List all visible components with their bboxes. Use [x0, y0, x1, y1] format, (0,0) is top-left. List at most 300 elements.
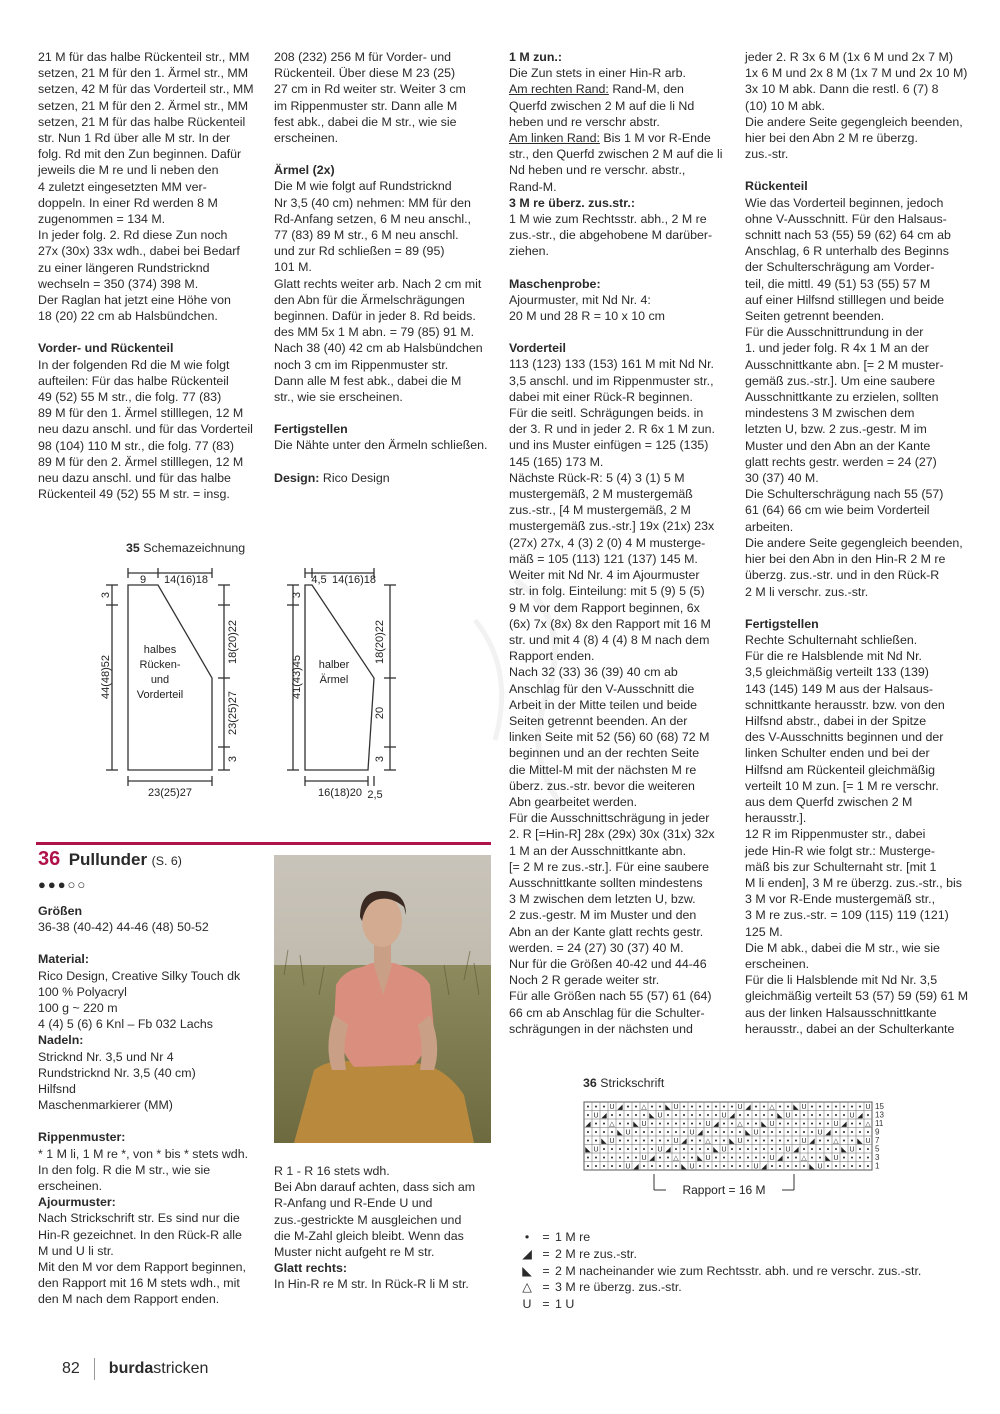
chart-symbol: • [778, 1129, 782, 1137]
chart-symbol: • [666, 1155, 670, 1162]
chart-symbol: • [834, 1163, 838, 1171]
legend-text: 1 U [555, 1297, 575, 1312]
chart-symbol: U [625, 1163, 631, 1171]
sleeve-right-b: 20 [374, 706, 386, 720]
chart-symbol: U [817, 1129, 823, 1137]
chart-symbol: • [658, 1163, 662, 1171]
page-number: 82 [62, 1360, 80, 1378]
sleeve-bottom-b: 2,5 [367, 789, 383, 800]
sleeve-top-b: 14(16)18 [331, 574, 377, 586]
chart-symbol: • [618, 1155, 622, 1162]
zunahme-linker-rand [509, 130, 734, 195]
strickschrift-chart [582, 1098, 902, 1208]
chart-symbol: • [746, 1112, 750, 1120]
legend-equals: = [542, 1280, 550, 1295]
row-labels [875, 1102, 884, 1171]
pattern-36-details [38, 903, 263, 1308]
chart-symbol: • [650, 1121, 654, 1128]
chart-symbol: U [689, 1163, 695, 1171]
chart-symbol: • [858, 1163, 862, 1171]
chart-symbol: • [666, 1112, 670, 1120]
body-label-line-4: Vorderteil [136, 689, 184, 701]
chart-symbol: • [746, 1155, 750, 1162]
chart-symbol: • [842, 1112, 846, 1120]
chart-symbol: • [802, 1163, 806, 1171]
chart-symbol: • [722, 1138, 726, 1145]
body-left-3: 3 [100, 591, 112, 599]
chart-symbol: ◢ [697, 1129, 703, 1137]
chart-symbol: U [721, 1112, 727, 1120]
chart-symbol: • [850, 1121, 854, 1128]
legend-text: 2 M nacheinander wie zum Rechtsstr. abh. und re verschr. zus.-str. [555, 1263, 922, 1278]
schema-caption [126, 541, 245, 555]
chart-symbol: • [826, 1104, 830, 1111]
zunahme-rechter-rand [509, 81, 734, 130]
chart-symbol: ◢ [713, 1121, 719, 1128]
legend-row [517, 1279, 921, 1296]
body-continuation-text: 208 (232) 256 M für Vorder- und Rückenteil. Über diese M 23 (25) 27 cm in Rd weiter str. Weiter 3 cm im Rippenmuster str. Dann alle M fest abk., dabei die M str., wie sie erscheinen. [274, 50, 466, 146]
chart-symbol: • [810, 1112, 814, 1120]
chart-symbol: ◢ [665, 1146, 671, 1154]
chart-symbol: U [753, 1129, 759, 1137]
chart-symbol: ◣ [761, 1121, 767, 1128]
row-number: 3 [875, 1153, 880, 1162]
chart-symbol: • [794, 1163, 798, 1171]
chart-symbol: • [698, 1121, 702, 1128]
chart-symbol: • [850, 1163, 854, 1171]
chart-symbol: • [858, 1121, 862, 1128]
rapport-label: Rapport = 16 M [682, 1183, 766, 1197]
chart-symbol: • [826, 1112, 830, 1120]
chart-symbol: U [689, 1129, 695, 1137]
chart-symbol: • [738, 1146, 742, 1154]
section-divider [36, 842, 491, 845]
chart-symbol: • [730, 1146, 734, 1154]
chart-symbol: U [785, 1112, 791, 1120]
chart-symbol: • [866, 1112, 870, 1120]
sleeve-bottom: 16(18)20 [317, 787, 363, 799]
legend-text: 1 M re [555, 1230, 591, 1244]
chart-symbol: • [866, 1163, 870, 1171]
chart-symbol: • [834, 1129, 838, 1137]
row-number: 1 [875, 1161, 880, 1171]
chart-symbol: • [634, 1104, 638, 1111]
chart-symbol: • [786, 1104, 790, 1111]
legend-symbol: U [522, 1297, 532, 1312]
chart-symbol: • [746, 1146, 750, 1154]
chart-symbol: ◣ [713, 1146, 719, 1154]
chart-symbol: • [698, 1146, 702, 1154]
chart-symbol: • [794, 1121, 798, 1128]
chart-symbol: • [738, 1129, 742, 1137]
chart-symbol: • [810, 1155, 814, 1162]
chart-symbol: • [674, 1129, 678, 1137]
body-top-b: 14(16)18 [163, 574, 209, 586]
chart-symbol: U [657, 1146, 663, 1154]
chart-symbol: U [705, 1155, 711, 1162]
chart-symbol: • [586, 1163, 590, 1171]
chart-symbol: ◢ [729, 1112, 735, 1120]
difficulty-rating: ●●●○○ [38, 877, 88, 892]
chart-symbol: • [850, 1129, 854, 1137]
chart-symbol: • [626, 1121, 630, 1128]
chart-symbol: • [682, 1146, 686, 1154]
chart-symbol: ◣ [745, 1129, 751, 1137]
brand-rest: stricken [153, 1360, 209, 1378]
legend-equals: = [542, 1263, 550, 1278]
chart-symbol: U [865, 1138, 871, 1145]
chart-symbol: • [674, 1112, 678, 1120]
chart-symbol: • [730, 1104, 734, 1111]
symbol-legend [517, 1229, 921, 1313]
chart-symbol: • [834, 1112, 838, 1120]
chart-symbol: U [833, 1155, 839, 1162]
chart-symbol: • [770, 1146, 774, 1154]
chart-symbol: ◣ [777, 1112, 783, 1120]
chart-symbol: • [754, 1155, 758, 1162]
chart-symbol: • [754, 1146, 758, 1154]
chart-symbol: • [682, 1121, 686, 1128]
chart-symbol: ◢ [585, 1121, 591, 1128]
chart-symbol: • [626, 1104, 630, 1111]
chart-symbol: • [826, 1138, 830, 1145]
ueberzug-text: 1 M wie zum Rechtsstr. abh., 2 M re zus.-str., die abgehobene M darüber- ziehen. [509, 212, 713, 259]
chart-symbol: • [586, 1129, 590, 1137]
column-4 [745, 49, 970, 1037]
section-heading-vorder-rueckenteil: Vorder- und Rückenteil [38, 341, 174, 356]
chart-symbol: • [770, 1112, 774, 1120]
body-label-line-2: Rücken- [139, 659, 181, 671]
shoulder-text: jeder 2. R 3x 6 M (1x 6 M und 2x 7 M) 1x 6 M und 2x 8 M (1x 7 M und 2x 10 M) 3x 10 M abk. Dann die restl. 6 (7) 8 (10) 10 M abk. Die andere Seite gegengleich beenden, hier bei den Abn 2 M re überzg. zus.-str. [745, 50, 968, 162]
groessen-text: 36-38 (40-42) 44-46 (48) 50-52 [38, 920, 209, 935]
chart-symbol: • [802, 1129, 806, 1137]
chart-symbol: ◢ [777, 1155, 783, 1162]
chart-symbol: U [609, 1104, 615, 1111]
legend-equals: = [542, 1297, 550, 1312]
chart-symbol: U [769, 1121, 775, 1128]
chart-symbol: • [826, 1121, 830, 1128]
chart-symbol: • [706, 1104, 710, 1111]
vorderteil-text: 113 (123) 133 (153) 161 M mit Nd Nr. 3,5 anschl. und im Rippenmuster str., dabei mit einer Rück-R beginnen. Für die seitl. Schrägungen beids. in der 3. R und in jeder 2. R 6x 1 M zun. und ins Muster einfügen = 125 (135) 145 (165) 173 M. Nächste Rück-R: 5 (4) 3 (1) 5 M mustergemäß, 2 M mustergemäß zus.-str., [4 M mustergemäß, 2 M mustergemäß zus.-str.] 19x (21x) 23x (27x) 27x, 4 (3) 2 (0) 4 M musterge- mäß = 105 (113) 121 (137) 145 M. Weiter mit Nd Nr. 4 im Ajourmuster str. in folg. Einteilung: mit 5 (9) 5 (5) 9 M vor dem Rapport beginnen, 6x (6x) 7x (8x) 8x den Rapport mit 16 M str. und mit 4 (8) 4 (4) 8 M nach dem Rapport enden. Nach 32 (33) 36 (39) 40 cm ab Anschlag für den V-Ausschnitt die Arbeit in der Mitte teilen und beide Seiten getrennt beenden. An der linken Seite mit 52 (56) 60 (68) 72 M beginnen und an der rechten Seite die Mittel-M mit der nächsten M re überz. zus.-str. bevor die weiteren Abn gearbeitet werden. Für die Ausschnittschrägung in jeder 2. R [=Hin-R] 28x (29x) 30x (31x) 32x 1 M an der Ausschnittkante abn. [= 2 M re zus.-str.]. Für eine saubere Ausschnittkante sollten mindestens 3 M zwischen dem letzten U, bzw. 2 zus.-gestr. M im Muster und den Abn an der Kante glatt rechts gestr. werden. = 24 (27) 30 (37) 40 M. Nur für die Größen 40-42 und 44-46 Noch 2 R gerade weiter str. Für alle Größen nach 55 (57) 61 (64) 66 cm ab Anschlag für die Schulter- schrägungen in der nächsten und [509, 357, 715, 1036]
chart-symbol: ◢ [617, 1104, 623, 1111]
chart-symbol: • [722, 1129, 726, 1137]
chart-symbol: • [682, 1129, 686, 1137]
chart-symbol: • [690, 1138, 694, 1145]
chart-symbol: U [833, 1121, 839, 1128]
chart-symbol: U [593, 1112, 599, 1120]
chart-symbol: ◢ [825, 1129, 831, 1137]
chart-symbol: • [698, 1104, 702, 1111]
chart-symbol: • [786, 1155, 790, 1162]
chart-symbol: • [698, 1138, 702, 1145]
chart-symbol: • [690, 1104, 694, 1111]
legend-symbol: ◢ [522, 1246, 532, 1261]
chart-symbol: • [594, 1104, 598, 1111]
chart-symbol: U [737, 1104, 743, 1111]
strickschrift-caption [583, 1076, 664, 1090]
chart-symbol: • [610, 1155, 614, 1162]
ueberzug-heading: 3 M re überz. zus.str.: [509, 195, 636, 210]
chart-symbol: • [594, 1138, 598, 1145]
chart-symbol: • [762, 1129, 766, 1137]
chart-symbol: △ [673, 1155, 679, 1162]
row-number: 13 [875, 1110, 884, 1120]
fertigstellen-text-2: Rechte Schulternaht schließen. Für die re Halsblende mit Nd Nr. 3,5 gleichmäßig verteilt 133 (139) 143 (145) 149 M aus der Halsaus- schnittkante herausstr. bzw. von den Hilfsnd abstr., dabei in der Spitze des V-Ausschnitts beginnen und der linken Schulter enden und bei der Hilfsnd am Rückenteil gleichmäßig verteilt 10 M zun. [= 1 M re verschr. aus dem Querfd zwischen 2 M herausstr.]. 12 R im Rippenmuster str., dabei jede Hin-R wie folgt str.: Musterge- mäß bis zur Schulternaht str. [mit 1 M li enden], 3 M re überzg. zus.-str., bis 3 M vor R-Ende mustergemäß str., 3 M re zus.-str. = 109 (115) 119 (121) 125 M. Die M abk., dabei die M str., wie sie erscheinen. Für die li Halsblende mit Nd Nr. 3,5 gleichmäßig verteilt 53 (57) 59 (59) 61 M aus der linken Halsausschnittkante herausstr., dabei an der Schulterkante [745, 632, 969, 1036]
legend-row [517, 1229, 921, 1246]
chart-symbol: • [770, 1138, 774, 1145]
aermel-text: Die M wie folgt auf Rundstricknd Nr 3,5 (40 cm) nehmen: MM für den Rd-Anfang setzen, 6 M neu anschl., 77 (83) 89 M str., 6 M neu anschl. und zur Rd schließen = 89 (95) 101 M. Glatt rechts weiter arb. Nach 2 cm mit den Abn für die Ärmelschrägungen beginnen. Dafür in jeder 8. Rd beids. des MM 5x 1 M abn. = 79 (85) 91 M. Nach 38 (40) 42 cm ab Halsbündchen noch 3 cm im Rippenmuster str. Dann alle M fest abk., dabei die M str., wie sie erscheinen. [274, 179, 483, 405]
chart-symbol: • [642, 1112, 646, 1120]
chart-symbol: U [593, 1146, 599, 1154]
chart-symbol: • [842, 1104, 846, 1111]
chart-symbol: △ [641, 1104, 647, 1111]
chart-symbol: • [810, 1104, 814, 1111]
groessen-heading: Größen [38, 904, 83, 918]
material-text: Rico Design, Creative Silky Touch dk 100 % Polyacryl 100 g ~ 220 m 4 (4) 5 (6) 6 Knl – Fb 032 Lachs [38, 968, 241, 1032]
chart-symbol: • [658, 1121, 662, 1128]
chart-symbol: U [865, 1104, 871, 1111]
schema-drawing [100, 565, 400, 800]
chart-symbol: • [650, 1104, 654, 1111]
chart-symbol: • [834, 1146, 838, 1154]
body-top-a: 9 [139, 574, 147, 586]
chart-symbol: • [634, 1129, 638, 1137]
chart-symbol: • [858, 1155, 862, 1162]
chart-symbol: • [858, 1104, 862, 1111]
chart-symbol: • [738, 1163, 742, 1171]
chart-symbol: U [705, 1121, 711, 1128]
chart-symbol: • [746, 1138, 750, 1145]
legend-equals: = [542, 1230, 550, 1244]
maschenprobe-text: Ajourmuster, mit Nd Nr. 4: 20 M und 28 R = 10 x 10 cm [509, 292, 666, 324]
chart-symbol: ◣ [665, 1104, 671, 1111]
chart-symbol: • [594, 1121, 598, 1128]
chart-symbol: • [586, 1104, 590, 1111]
chart-symbol: • [626, 1138, 630, 1145]
chart-symbol: U [817, 1163, 823, 1171]
chart-symbol: • [714, 1138, 718, 1145]
chart-symbol: • [658, 1155, 662, 1162]
chart-symbol: ◣ [697, 1155, 703, 1162]
chart-symbol: • [586, 1155, 590, 1162]
nadeln-text: Stricknd Nr. 3,5 und Nr 4 Rundstricknd Nr. 3,5 (40 cm) Hilfsnd Maschenmarkierer (MM) [38, 1049, 196, 1113]
ajourmuster-heading: Ajourmuster: [38, 1195, 116, 1210]
chart-symbol: • [730, 1129, 734, 1137]
body-label-line-1: halbes [143, 644, 177, 656]
chart-symbol: • [754, 1121, 758, 1128]
chart-symbol: • [634, 1146, 638, 1154]
chart-symbol: • [810, 1121, 814, 1128]
chart-symbol: U [657, 1112, 663, 1120]
chart-symbol: • [826, 1163, 830, 1171]
pattern-title [38, 848, 182, 871]
chart-symbol: • [634, 1138, 638, 1145]
chart-symbol: • [650, 1138, 654, 1145]
chart-symbol: • [818, 1138, 822, 1145]
sleeve-top-a: 4,5 [311, 574, 327, 586]
chart-symbol: ◢ [793, 1146, 799, 1154]
chart-symbol: • [770, 1129, 774, 1137]
body-label-line-3: und [150, 674, 170, 686]
chart-symbol: • [746, 1163, 750, 1171]
chart-symbol: • [786, 1138, 790, 1145]
chart-symbol: • [778, 1163, 782, 1171]
chart-symbol: • [858, 1146, 862, 1154]
body-left-height: 44(48)52 [100, 654, 112, 700]
chart-symbol: • [706, 1146, 710, 1154]
chart-symbol: • [594, 1129, 598, 1137]
chart-symbol: △ [705, 1138, 711, 1145]
repeat-text: R 1 - R 16 stets wdh. Bei Abn darauf achten, dass sich am R-Anfang und R-Ende U und zus.-gestrickte M ausgleichen und die M-Zahl gleich bleibt. Wenn das Muster nicht aufgeht re M str. [274, 1164, 476, 1260]
chart-symbol: • [866, 1129, 870, 1137]
column-3 [509, 49, 734, 1037]
legend-symbol: ◣ [522, 1263, 532, 1278]
glatt-rechts-text: In Hin-R re M str. In Rück-R li M str. [274, 1277, 469, 1292]
row-number: 7 [875, 1136, 880, 1145]
chart-symbol: ◣ [729, 1138, 735, 1145]
chart-symbol: • [730, 1163, 734, 1171]
chart-symbol: • [658, 1129, 662, 1137]
chart-symbol: • [682, 1155, 686, 1162]
sleeve-right-3: 3 [374, 755, 386, 763]
schema-label: Schemazeichnung [143, 541, 246, 555]
chart-symbol: • [754, 1112, 758, 1120]
chart-symbol: • [586, 1112, 590, 1120]
chart-symbol: • [818, 1121, 822, 1128]
body-right-a: 18(20)22 [227, 619, 239, 665]
page-footer [62, 1358, 208, 1380]
chart-symbol: • [706, 1163, 710, 1171]
chart-symbol: U [769, 1155, 775, 1162]
chart-symbol: • [754, 1104, 758, 1111]
chart-symbol: U [641, 1155, 647, 1162]
chart-symbol: • [618, 1146, 622, 1154]
schema-number: 35 [126, 541, 140, 555]
chart-symbol: • [730, 1155, 734, 1162]
chart-symbol: • [818, 1112, 822, 1120]
body-right-b: 23(25)27 [227, 690, 239, 736]
ajourmuster-text: Nach Strickschrift str. Es sind nur die Hin-R gezeichnet. In den Rück-R alle M und U li str. Mit den M vor dem Rapport beginnen, den Rapport mit 16 M stets wdh., mit den M nach dem Rapport enden. [38, 1211, 246, 1307]
chart-symbol: • [666, 1129, 670, 1137]
model-photo [274, 855, 491, 1143]
chart-symbol: ◢ [681, 1138, 687, 1145]
legend-text: 2 M re zus.-str. [555, 1246, 637, 1261]
chart-symbol: ◣ [841, 1146, 847, 1154]
chart-symbol: U [801, 1138, 807, 1145]
chart-symbol: • [602, 1104, 606, 1111]
chart-symbol: U [673, 1104, 679, 1111]
sleeve-left-height: 41(43)45 [291, 654, 303, 700]
strickschrift-number: 36 [583, 1076, 597, 1090]
chart-symbol: • [690, 1121, 694, 1128]
footer-separator [94, 1358, 95, 1380]
chart-symbol: • [594, 1155, 598, 1162]
chart-symbol: U [753, 1163, 759, 1171]
chart-symbol: • [754, 1138, 758, 1145]
chart-symbol: ◣ [601, 1138, 607, 1145]
chart-symbol: • [674, 1146, 678, 1154]
chart-symbol: • [706, 1112, 710, 1120]
chart-symbol: • [730, 1121, 734, 1128]
chart-symbol: • [618, 1112, 622, 1120]
chart-symbol: U [849, 1112, 855, 1120]
chart-symbol: ◢ [857, 1112, 863, 1120]
chart-symbol: • [722, 1155, 726, 1162]
row-number: 5 [875, 1144, 880, 1154]
chart-symbol: • [610, 1146, 614, 1154]
row-number: 11 [875, 1119, 884, 1128]
design-credit [274, 470, 496, 486]
section-heading-fertigstellen: Fertigstellen [274, 422, 348, 437]
chart-symbol: • [714, 1163, 718, 1171]
chart-symbol: • [706, 1129, 710, 1137]
chart-symbol: U [673, 1138, 679, 1145]
chart-symbol: • [634, 1155, 638, 1162]
chart-symbol: • [690, 1155, 694, 1162]
chart-symbol: • [778, 1138, 782, 1145]
rueckenteil-text: Wie das Vorderteil beginnen, jedoch ohne V-Ausschnitt. Für den Halsaus- schnitt nach 53 (55) 59 (62) 64 cm ab Anschlag, 6 R unterhalb des Beginns der Schulterschrägung am Vorder- teil, die mittl. 49 (51) 53 (55) 57 M auf einer Hilfsnd stilllegen und beide Seiten getrennt beenden. Für die Ausschnittrundung in der 1. und jeder folg. R 4x 1 M an der Ausschnittkante abn. [= 2 M muster- gemäß zus.-str.]. Um eine saubere Ausschnittkante zu erzielen, sollten mindestens 3 M zwischen dem letzten U, bzw. 2 zus.-gestr. M im Muster und den Abn an der Kante glatt rechts gestr. werden = 24 (27) 30 (37) 40 M. Die Schulterschrägung nach 55 (57) 61 (64) 66 cm wie beim Vorderteil arbeiten. Die andere Seite gegengleich beenden, hier bei den Abn in den Hin-R 2 M re überzg. zus.-str. und in den Rück-R 2 M li verschr. zus.-str. [745, 195, 963, 599]
chart-symbol: • [738, 1112, 742, 1120]
chart-symbol: △ [865, 1121, 871, 1128]
pattern-number: 36 [38, 848, 61, 870]
chart-symbol: ◣ [793, 1104, 799, 1111]
vorderteil-heading: Vorderteil [509, 341, 566, 356]
chart-symbol: • [642, 1129, 646, 1137]
rechter-rand-label: Am rechten Rand: [509, 82, 609, 97]
chart-symbol: • [842, 1155, 846, 1162]
sleeve-label-line-1: halber [318, 659, 350, 671]
chart-symbol: • [826, 1146, 830, 1154]
chart-symbol: ◣ [825, 1155, 831, 1162]
chart-symbol: • [810, 1129, 814, 1137]
linker-rand-label: Am linken Rand: [509, 131, 600, 146]
chart-symbol: • [850, 1138, 854, 1145]
chart-symbol: △ [737, 1121, 743, 1128]
chart-symbol: • [802, 1121, 806, 1128]
chart-symbol: ◣ [649, 1112, 655, 1120]
chart-symbol: • [794, 1155, 798, 1162]
sleeve-left-3: 3 [291, 591, 303, 599]
fertigstellen-heading-2: Fertigstellen [745, 616, 819, 631]
chart-symbol: • [794, 1112, 798, 1120]
chart-symbol: U [609, 1138, 615, 1145]
chart-symbol: • [714, 1112, 718, 1120]
chart-symbol: • [762, 1138, 766, 1145]
chart-symbol: • [602, 1129, 606, 1137]
chart-symbol: ◣ [809, 1163, 815, 1171]
body-bottom: 23(25)27 [147, 787, 193, 799]
chart-symbol: • [722, 1104, 726, 1111]
chart-symbol: • [650, 1146, 654, 1154]
strickschrift-label: Strickschrift [600, 1076, 665, 1090]
chart-symbol: • [690, 1112, 694, 1120]
chart-symbol: • [850, 1155, 854, 1162]
chart-symbol: • [610, 1129, 614, 1137]
chart-symbol: ◢ [745, 1104, 751, 1111]
chart-symbol: • [818, 1146, 822, 1154]
chart-symbol: • [674, 1163, 678, 1171]
legend-symbol: • [524, 1230, 530, 1244]
chart-symbol: • [610, 1112, 614, 1120]
chart-symbol: • [762, 1146, 766, 1154]
legend-row [517, 1296, 921, 1313]
rippenmuster-text: * 1 M li, 1 M re *, von * bis * stets wdh. In den folg. R die M str., wie sie erscheinen. [38, 1146, 249, 1194]
legend-row [517, 1246, 921, 1263]
row-number: 15 [875, 1102, 884, 1111]
chart-symbol: • [650, 1129, 654, 1137]
chart-symbol: △ [769, 1104, 775, 1111]
chart-symbol: • [642, 1138, 646, 1145]
